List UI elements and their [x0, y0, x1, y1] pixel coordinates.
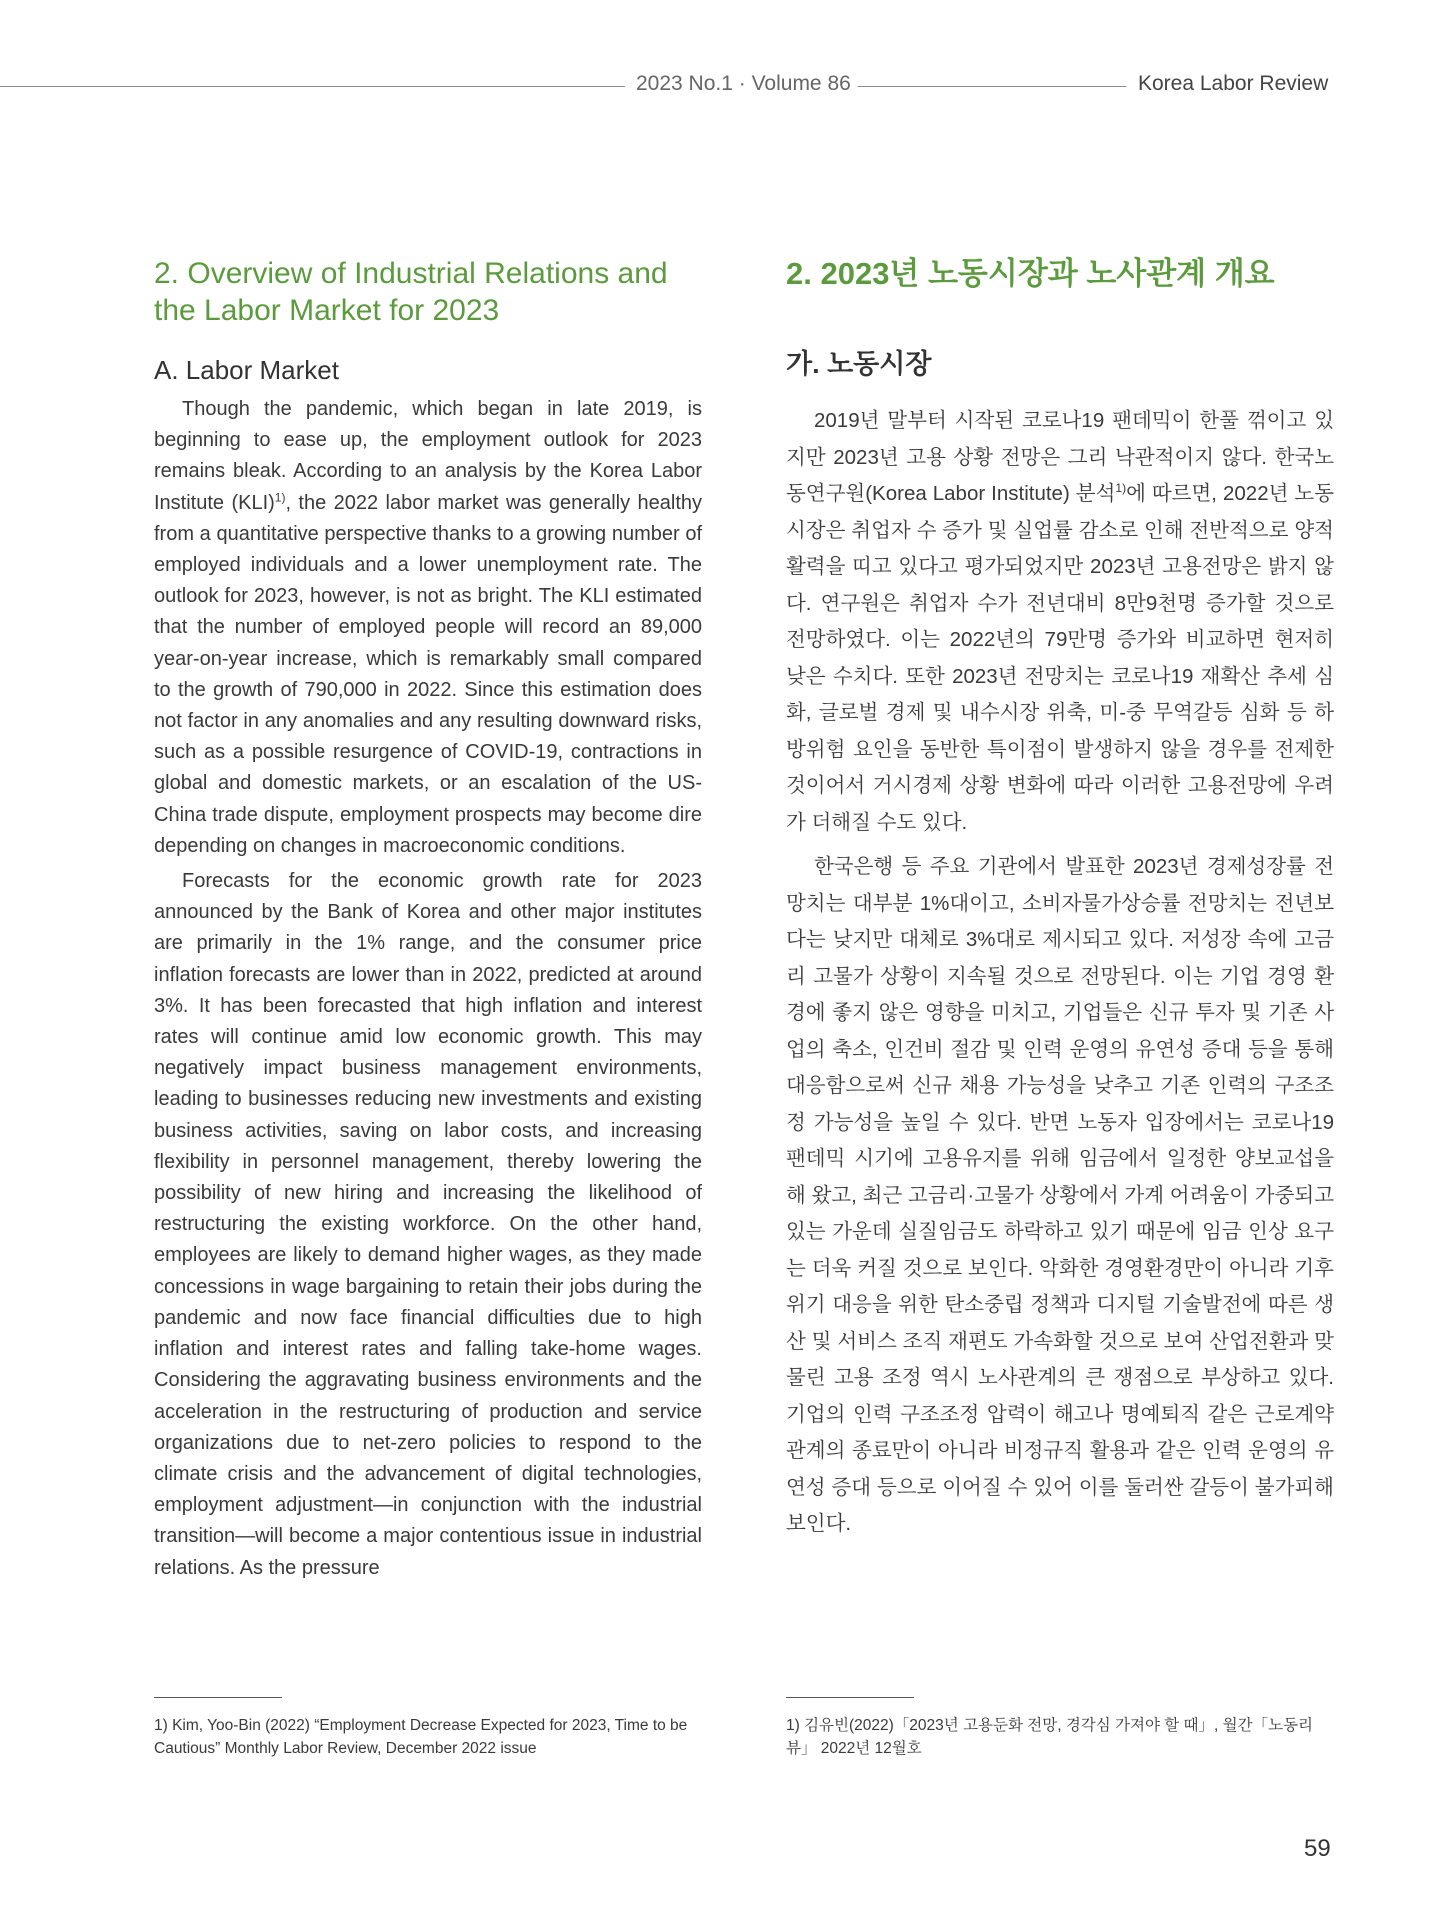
english-paragraph-1: Though the pandemic, which began in late 2019, is beginning to ease up, the employment outlook for 2023 remains bleak. According to an analysis by the Korea Labor Institute (KLI)$^{1)}$, the 2022 labor market was generally healthy from a quantitative perspective thanks to a growing number of employed individuals and a lower unemployment rate. The outlook for 2023, however, is not as bright. The KLI estimated that the number of employed people will record an 89,000 year-on-year increase, which is remarkably small compared to the growth of 790,000 in 2022. Since this estimation does not factor in any anomalies and any resulting downward risks, such as a possible resurgence of COVID-19, contractions in global and domestic markets, or an escalation of the US-China trade dispute, employment prospects may become dire depending on changes in macroeconomic conditions.: [154, 398, 702, 857]
english-footnote-rule: [154, 1697, 282, 1698]
korean-subsection-title: 가. 노동시장: [786, 349, 932, 379]
korean-footnote: 1) 김유빈(2022)「2023년 고용둔화 전망, 경각심 가져야 할 때」, 월간「노동리뷰」 2022년 12월호: [786, 1717, 1314, 1757]
english-section-title: 2. Overview of Industrial Relations and the Labor Market for 2023: [154, 257, 668, 327]
page-number: 59: [1304, 1835, 1331, 1862]
header-volume: 2023 No.1 · Volume 86: [636, 72, 851, 95]
korean-column: [786, 255, 1334, 1543]
header-journal-title: Korea Labor Review: [1138, 72, 1329, 95]
english-footnote: 1) Kim, Yoo-Bin (2022) “Employment Decrease Expected for 2023, Time to be Cautious” Monthly Labor Review, December 2022 issue: [154, 1717, 688, 1757]
english-column: [154, 255, 702, 1584]
header-rule-left: [0, 86, 625, 87]
korean-footnote-rule: [786, 1697, 914, 1698]
english-paragraph-2: Forecasts for the economic growth rate for 2023 announced by the Bank of Korea and other major institutes are primarily in the 1% range, and the consumer price inflation forecasts are lower than in 2022, predicted at around 3%. It has been forecasted that high inflation and interest rates will continue amid low economic growth. This may negatively impact business management environments, leading to businesses reducing new investments and existing business activities, saving on labor costs, and increasing flexibility in personnel management, thereby lowering the possibility of new hiring and increasing the likelihood of restructuring the existing workforce. On the other hand, employees are likely to demand higher wages, as they made concessions in wage bargaining to retain their jobs during the pandemic and now face financial difficulties due to high inflation and interest rates and falling take-home wages. Considering the aggravating business environments and the acceleration in the restructuring of production and service organizations due to net-zero policies to respond to the climate crisis and the advancement of digital technologies, employment adjustment—in conjunction with the industrial transition—will become a major contentious issue in industrial relations. As the pressure: [154, 870, 702, 1579]
footnote-reference: 1): [1115, 481, 1127, 496]
english-subsection-title: A. Labor Market: [154, 355, 339, 385]
korean-paragraph-1: 2019년 말부터 시작된 코로나19 팬데믹이 한풀 꺾이고 있지만 2023년 고용 상황 전망은 그리 낙관적이지 않다. 한국노동연구원(Korea Labor Institute) 분석$^{1)}$에 따르면, 2022년 노동시장은 취업자 수 증가 및 실업률 감소로 인해 전반적으로 양적 활력을 띠고 있다고 평가되었지만 2023년 고용전망은 밝지 않다. 연구원은 취업자 수가 전년대비 8만9천명 증가할 것으로 전망하였다. 이는 2022년의 79만명 증가와 비교하면 현저히 낮은 수치다. 또한 2023년 전망치는 코로나19 재확산 추세 심화, 글로벌 경제 및 내수시장 위축, 미-중 무역갈등 심화 등 하방위험 요인을 동반한 특이점이 발생하지 않을 경우를 전제한 것이어서 거시경제 상황 변화에 따라 이러한 고용전망에 우려가 더해질 수도 있다.: [786, 409, 1334, 834]
korean-section-title: 2. 2023년 노동시장과 노사관계 개요: [786, 256, 1275, 291]
header-rule-middle: [858, 86, 1126, 87]
footnote-reference: 1): [274, 489, 286, 504]
korean-paragraph-2: 한국은행 등 주요 기관에서 발표한 2023년 경제성장률 전망치는 대부분 1%대이고, 소비자물가상승률 전망치는 전년보다는 낮지만 대체로 3%대로 제시되고 있다. 저성장 속에 고금리 고물가 상황이 지속될 것으로 전망된다. 이는 기업 경영 환경에 좋지 않은 영향을 미치고, 기업들은 신규 투자 및 기존 사업의 축소, 인건비 절감 및 인력 운영의 유연성 증대 등을 통해 대응함으로써 신규 채용 가능성을 낮추고 기존 인력의 구조조정 가능성을 높일 수 있다. 반면 노동자 입장에서는 코로나19 팬데믹 시기에 고용유지를 위해 임금에서 일정한 양보교섭을 해 왔고, 최근 고금리·고물가 상황에서 가계 어려움이 가중되고 있는 가운데 실질임금도 하락하고 있기 때문에 임금 인상 요구는 더욱 커질 것으로 보인다. 악화한 경영환경만이 아니라 기후위기 대응을 위한 탄소중립 정책과 디지털 기술발전에 따른 생산 및 서비스 조직 재편도 가속화할 것으로 보여 산업전환과 맞물린 고용 조정 역시 노사관계의 큰 쟁점으로 부상하고 있다. 기업의 인력 구조조정 압력이 해고나 명예퇴직 같은 근로계약관계의 종료만이 아니라 비정규직 활용과 같은 인력 운영의 유연성 증대 등으로 이어질 수 있어 이를 둘러싼 갈등이 불가피해 보인다.: [786, 855, 1334, 1535]
